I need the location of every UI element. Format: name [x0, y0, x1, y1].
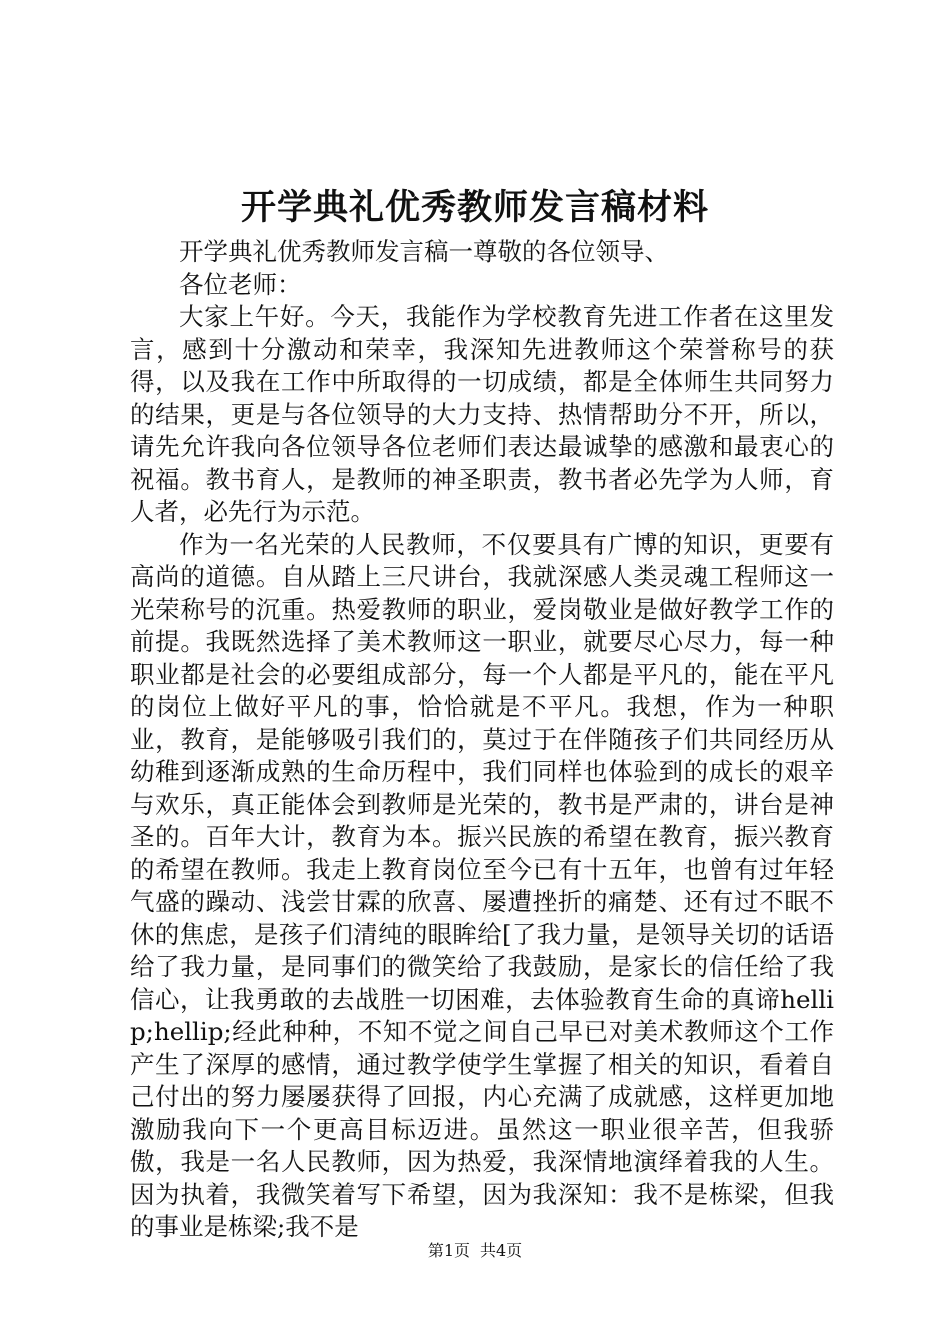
paragraph-greeting: 开学典礼优秀教师发言稿一尊敬的各位领导、 — [179, 237, 669, 266]
paragraph-main: 作为一名光荣的人民教师，不仅要具有广博的知识，更要有高尚的道德。自从踏上三尺讲台，我就深感人类灵魂工程师这一光荣称号的沉重。热爱教师的职业，爱岗敬业是做好教学工作的前提。我既然选择了美术教师这一职业，就要尽心尽力，每一种职业都是社会的必要组成部分，每一个人都是平凡的，能在平凡的岗位上做好平凡的事，恰恰就是不平凡。我想，作为一种职业，教育，是能够吸引我们的，莫过于在伴随孩子们共同经历从幼稚到逐渐成熟的生命历程中，我们同样也体验到的成长的艰辛与欢乐，真正能体会到教师是光荣的，教书是严肃的，讲台是神圣的。百年大计，教育为本。振兴民族的希望在教育，振兴教育的希望在教师。我走上教育岗位至今已有十五年，也曾有过年轻气盛的躁动、浅尝甘霖的欣喜、屡遭挫折的痛楚、还有过不眠不休的焦虑，是孩子们清纯的眼眸给[了我力量，是领导关切的话语给了我力量，是同事们的微笑给了我鼓励，是家长的信任给了我信心，让我勇敢的去战胜一切困难，去体验教育生命的真谛hellip;hellip;经此种种，不知不觉之间自己早已对美术教师这个工作产生了深厚的感情，通过教学使学生掌握了相关的知识，看着自己付出的努力屡屡获得了回报，内心充满了成就感，这样更加地激励我向下一个更高目标迈进。虽然这一职业很辛苦，但我骄傲，我是一名人民教师，因为热爱，我深情地演绎着我的人生。因为执着，我微笑着写下希望，因为我深知：我不是栋梁，但我的事业是栋梁;我不是 — [130, 529, 834, 1241]
page-footer — [0, 1240, 950, 1262]
paragraph-salutation: 各位老师： — [179, 269, 302, 299]
paragraph-opening: 大家上午好。今天，我能作为学校教育先进工作者在这里发言，感到十分激动和荣幸，我深知先进教师这个荣誉称号的获得，以及我在工作中所取得的一切成绩，都是全体师生共同努力的结果，更是与各位领导的大力支持、热情帮助分不开，所以，请先允许我向各位领导各位老师们表达最诚挚的感激和最衷心的祝福。教书育人，是教师的神圣职责，教书者必先学为人师，育人者，必先行为示范。 — [130, 302, 834, 526]
page-total: 共4页 — [480, 1241, 523, 1260]
document-body — [130, 236, 834, 1244]
page-number: 第1页 — [427, 1241, 470, 1260]
document-title: 开学典礼优秀教师发言稿材料 — [240, 188, 709, 228]
